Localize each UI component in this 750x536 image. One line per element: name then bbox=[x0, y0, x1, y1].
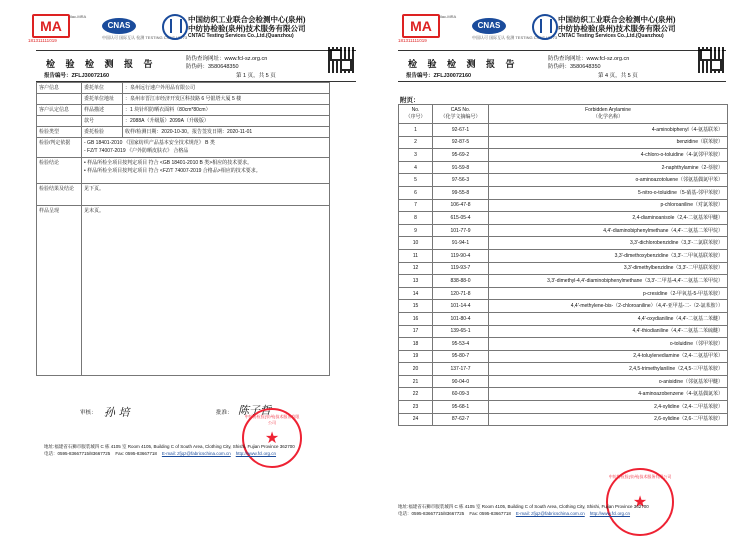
info-sublabel: 委托单位地址 bbox=[82, 94, 123, 105]
footer-address-2: 地址:福建省石狮市服装城四 C 栋 4105 室 Room 4105, Building C of South Area, Clothing City, Shishi, Fujian Province 362700 bbox=[398, 504, 649, 509]
table-row bbox=[399, 262, 728, 275]
lab-name-en: CNTAC Testing Services Co.,Ltd.(Quanzhou) bbox=[188, 33, 294, 39]
cell-cas: 60-09-3 bbox=[433, 388, 489, 401]
report-line bbox=[36, 71, 356, 81]
ilac-logo: ilac-MRA bbox=[70, 14, 87, 19]
page-info-2: 第 4 页，共 5 页 bbox=[598, 73, 638, 79]
page-footer-2 bbox=[398, 503, 649, 517]
cell-name: 4,4'-methylene-bis-（2-chloroaniline）（4,4'-亚甲基-二-（2-氯苯胺）） bbox=[489, 300, 728, 313]
cell-cas: 119-93-7 bbox=[433, 262, 489, 275]
cell-name: 2,4-diaminoanisole（2,4-二氨基苯甲醚） bbox=[489, 212, 728, 225]
cell-cas: 91-59-8 bbox=[433, 161, 489, 174]
table-row bbox=[399, 161, 728, 174]
report-page-1 bbox=[14, 0, 364, 528]
cell-no: 1 bbox=[399, 124, 433, 137]
cell-no: 18 bbox=[399, 338, 433, 351]
cell-name: benzidine（联苯胺） bbox=[489, 136, 728, 149]
verify-site-2[interactable]: 防伪查询网址：www.fcl-sz.org.cn bbox=[548, 56, 630, 62]
table-row bbox=[399, 338, 728, 351]
info-label bbox=[37, 94, 82, 105]
cell-name: 4-aminoazobenzene（4-氨基偶氮苯） bbox=[489, 388, 728, 401]
cell-cas: 101-77-9 bbox=[433, 224, 489, 237]
table-row bbox=[399, 174, 728, 187]
cell-no: 16 bbox=[399, 312, 433, 325]
cell-cas: 97-56-3 bbox=[433, 174, 489, 187]
cell-cas: 119-90-4 bbox=[433, 249, 489, 262]
info-value: ：2088A（升级版）2099A（升级版） bbox=[123, 116, 330, 127]
cell-name: 5-nitro-o-toluidine（5-硝基-邻甲苯胺） bbox=[489, 186, 728, 199]
cell-cas: 120-71-8 bbox=[433, 287, 489, 300]
cell-name: 2,4-xylidine（2,4-二甲基苯胺） bbox=[489, 401, 728, 414]
cell-name: 3,3'-dimethoxybenzidine（3,3'-二甲氧基联苯胺） bbox=[489, 249, 728, 262]
table-row bbox=[399, 388, 728, 401]
info-row bbox=[37, 158, 330, 184]
cell-no: 24 bbox=[399, 413, 433, 426]
info-sublabel: 款号 bbox=[82, 116, 123, 127]
info-label: 检验结论 bbox=[37, 158, 82, 184]
cnas-subtitle: 中国认可 国际互认 检测 TESTING CNAS L5773 bbox=[102, 35, 188, 40]
report-title-2: 检 验 检 测 报 告 bbox=[408, 59, 519, 69]
info-label: 检验类型 bbox=[37, 127, 82, 138]
qr-code-icon bbox=[328, 47, 354, 73]
ma-number: 181311111019 bbox=[28, 38, 57, 43]
info-row bbox=[37, 105, 330, 116]
cell-name: 4,4'-oxydianiline（4,4'-二氨基二苯醚） bbox=[489, 312, 728, 325]
footer-email-2[interactable]: E-mail: zfjqz@fabricschina.com.cn bbox=[515, 511, 585, 516]
cell-name: 4,4'-thiodianiline（4,4'-二氨基二苯硫醚） bbox=[489, 325, 728, 338]
ma-number-2: 181311111019 bbox=[398, 38, 427, 43]
info-row bbox=[37, 138, 330, 158]
report-number: 报告编号：ZFLJ30072160 bbox=[44, 73, 110, 79]
report-page-4 bbox=[384, 0, 734, 528]
cell-name: 2,6-xylidine（2,6-二甲基苯胺） bbox=[489, 413, 728, 426]
verify-code: 防伪码：3580648350 bbox=[186, 64, 239, 70]
cell-no: 8 bbox=[399, 212, 433, 225]
cell-name: 4-aminobiphenyl（4-氨基联苯） bbox=[489, 124, 728, 137]
ilac-logo-2: ilac-MRA bbox=[440, 14, 457, 19]
cell-name: p-chloroaniline（对氯苯胺） bbox=[489, 199, 728, 212]
cnas-logo-2: CNAS bbox=[472, 18, 506, 34]
cell-no: 7 bbox=[399, 199, 433, 212]
cell-name: 4-chloro-o-toluidine（4-氯邻甲苯胺） bbox=[489, 149, 728, 162]
table-row bbox=[399, 363, 728, 376]
info-value: 见下页。 bbox=[82, 184, 330, 206]
cell-no: 6 bbox=[399, 186, 433, 199]
cell-cas: 95-53-4 bbox=[433, 338, 489, 351]
cell-cas: 92-87-5 bbox=[433, 136, 489, 149]
page-info: 第 1 页，共 5 页 bbox=[236, 73, 276, 79]
info-row bbox=[37, 83, 330, 94]
cell-no: 9 bbox=[399, 224, 433, 237]
table-row bbox=[399, 350, 728, 363]
verify-site[interactable]: 防伪查询网址：www.fcl-sz.org.cn bbox=[186, 56, 268, 62]
cell-cas: 615-05-4 bbox=[433, 212, 489, 225]
cell-name: o-toluidine（邻甲苯胺） bbox=[489, 338, 728, 351]
cell-cas: 87-62-7 bbox=[433, 413, 489, 426]
verify-code-2: 防伪码：3580648350 bbox=[548, 64, 601, 70]
cell-cas: 95-68-1 bbox=[433, 401, 489, 414]
page-footer bbox=[44, 443, 295, 457]
info-value: ：1 块针织防晒衣面料（80cm*80cm） bbox=[123, 105, 330, 116]
cell-no: 15 bbox=[399, 300, 433, 313]
info-label: 检验/判定依据 bbox=[37, 138, 82, 158]
report-line-2 bbox=[398, 71, 726, 81]
footer-address: 地址:福建省石狮市服装城四 C 栋 4105 室 Room 4105, Building C of South Area, Clothing City, Shishi, Fujian Province 362700 bbox=[44, 444, 295, 449]
cell-name: 3,3'-dichlorobenzidine（3,3'-二氯联苯胺） bbox=[489, 237, 728, 250]
cnas-subtitle-2: 中国认可 国际互认 检测 TESTING CNAS L5773 bbox=[472, 35, 558, 40]
report-number-2: 报告编号：ZFLJ30072160 bbox=[406, 73, 472, 79]
footer-tel-2: 电话：0595-83667715/83667725 bbox=[398, 511, 465, 516]
cell-cas: 101-14-4 bbox=[433, 300, 489, 313]
cell-no: 20 bbox=[399, 363, 433, 376]
cell-name: 2,4,5-trimethylaniline（2,4,5-三甲基苯胺） bbox=[489, 363, 728, 376]
col-header-name: Forbidden Arylamine （化学名称） bbox=[489, 105, 728, 124]
company-seal-icon-2 bbox=[606, 468, 674, 536]
table-row bbox=[399, 275, 728, 288]
table-row bbox=[399, 249, 728, 262]
lab-name-en-p2: CNTAC Testing Services Co.,Ltd.(Quanzhou) bbox=[558, 33, 664, 39]
table-row bbox=[399, 136, 728, 149]
table-row bbox=[399, 300, 728, 313]
cell-no: 13 bbox=[399, 275, 433, 288]
table-row bbox=[399, 237, 728, 250]
cell-no: 21 bbox=[399, 375, 433, 388]
lab-name-cn-2: 中纺协检验(泉州)技术服务有限公司 bbox=[188, 24, 306, 33]
report-title: 检 验 检 测 报 告 bbox=[46, 59, 157, 69]
page-header bbox=[14, 6, 364, 46]
info-row bbox=[37, 94, 330, 105]
cell-cas: 91-94-1 bbox=[433, 237, 489, 250]
table-row bbox=[399, 149, 728, 162]
cell-no: 19 bbox=[399, 350, 433, 363]
table-row bbox=[399, 325, 728, 338]
seal-star-icon-2: ★ bbox=[632, 494, 648, 511]
info-label: 客户认定信息 bbox=[37, 105, 82, 116]
reviewer-label: 审核： bbox=[80, 410, 97, 416]
cell-cas: 101-80-4 bbox=[433, 312, 489, 325]
signature-area bbox=[36, 406, 364, 430]
cell-no: 17 bbox=[399, 325, 433, 338]
cell-name: 2,4-toluylenediamine（2,4-二氨基甲苯） bbox=[489, 350, 728, 363]
cell-cas: 99-55-8 bbox=[433, 186, 489, 199]
cell-no: 22 bbox=[399, 388, 433, 401]
cell-no: 12 bbox=[399, 262, 433, 275]
seal-text: 中纺协检验(泉州)技术服务有限公司 bbox=[244, 414, 300, 425]
cell-no: 3 bbox=[399, 149, 433, 162]
lab-logo-icon-2 bbox=[532, 14, 558, 40]
cell-no: 23 bbox=[399, 401, 433, 414]
cell-no: 11 bbox=[399, 249, 433, 262]
footer-fax: Fax: 0595-83667718 bbox=[115, 451, 157, 456]
table-row bbox=[399, 375, 728, 388]
info-label: 样品呈现 bbox=[37, 206, 82, 376]
cell-name: 3,3'-dimethylbenzidine（3,3'-二甲基联苯胺） bbox=[489, 262, 728, 275]
lab-name-cn-p2: 中国纺织工业联合会检测中心(泉州) bbox=[558, 15, 676, 24]
info-sublabel: 委托单位 bbox=[82, 83, 123, 94]
cell-cas: 92-67-1 bbox=[433, 124, 489, 137]
info-label bbox=[37, 116, 82, 127]
qr-code-icon-2 bbox=[698, 47, 724, 73]
cell-cas: 838-88-0 bbox=[433, 275, 489, 288]
verify-info bbox=[186, 55, 267, 71]
seal-star-icon: ★ bbox=[264, 430, 280, 447]
table-row bbox=[399, 186, 728, 199]
info-sublabel: 委托检验 bbox=[82, 127, 123, 138]
company-seal-icon bbox=[242, 408, 302, 468]
page-header-2 bbox=[384, 6, 734, 46]
reviewer-signature: 孙 培 bbox=[104, 406, 130, 419]
cell-cas: 90-04-0 bbox=[433, 375, 489, 388]
table-header-row bbox=[399, 105, 728, 124]
col-header-cas: CAS No. （化学文摘编号） bbox=[433, 105, 489, 124]
table-row bbox=[399, 212, 728, 225]
info-row bbox=[37, 184, 330, 206]
attachment-label: 附页： bbox=[400, 97, 420, 104]
ma-logo: MA bbox=[32, 14, 70, 38]
cell-cas: 95-69-2 bbox=[433, 149, 489, 162]
cell-no: 14 bbox=[399, 287, 433, 300]
cell-cas: 106-47-8 bbox=[433, 199, 489, 212]
table-row bbox=[399, 199, 728, 212]
footer-tel: 电话：0595-83667715/83667725 bbox=[44, 451, 111, 456]
cell-name: o-anisidine（邻氨基苯甲醚） bbox=[489, 375, 728, 388]
col-header-no: No. （序号） bbox=[399, 105, 433, 124]
cell-name: o-aminoazotoluene（邻氨基偶氮甲苯） bbox=[489, 174, 728, 187]
approver-signature: 陈子哲 bbox=[238, 404, 271, 417]
seal-text-2: 中纺协检验(泉州)技术服务有限公司 bbox=[608, 474, 672, 479]
info-row bbox=[37, 127, 330, 138]
table-row bbox=[399, 124, 728, 137]
lab-logo-icon bbox=[162, 14, 188, 40]
lab-name-cn-2-p2: 中纺协检验(泉州)技术服务有限公司 bbox=[558, 24, 676, 33]
info-sublabel: 样品描述 bbox=[82, 105, 123, 116]
table-row bbox=[399, 224, 728, 237]
cell-no: 10 bbox=[399, 237, 433, 250]
cnas-logo: CNAS bbox=[102, 18, 136, 34]
footer-web[interactable]: http://www.fcl.org.cn bbox=[235, 451, 277, 456]
footer-web-2[interactable]: http://www.fcl.org.cn bbox=[589, 511, 631, 516]
cell-no: 5 bbox=[399, 174, 433, 187]
cell-no: 4 bbox=[399, 161, 433, 174]
cell-no: 2 bbox=[399, 136, 433, 149]
info-label: 客户信息 bbox=[37, 83, 82, 94]
lab-name-cn: 中国纺织工业联合会检测中心(泉州) bbox=[188, 15, 306, 24]
info-value: ：泉州市晋江市经济开发区科技路 6 号银塔大厦 5 楼 bbox=[123, 94, 330, 105]
report-info-table bbox=[36, 82, 330, 376]
ma-logo-2: MA bbox=[402, 14, 440, 38]
table-row bbox=[399, 287, 728, 300]
info-value: ：泉州远行速户外用品有限公司 bbox=[123, 83, 330, 94]
cell-cas: 137-17-7 bbox=[433, 363, 489, 376]
cell-name: 2-naphthylamine（2-萘胺） bbox=[489, 161, 728, 174]
info-value: • 样品所检全项目按判定项目 符合 <GB 18401-2010 B 类>相应的技术要求。 • 样品所检全项目按判定项目 符合 <FZ/T 74007-2019 合格品>相应的技术要求。 bbox=[82, 158, 330, 184]
info-row bbox=[37, 116, 330, 127]
verify-info-2 bbox=[548, 55, 629, 71]
cell-cas: 95-80-7 bbox=[433, 350, 489, 363]
cell-name: 4,4'-diaminobiphenylmethane（4,4'-二氨基二苯甲烷） bbox=[489, 224, 728, 237]
info-row bbox=[37, 206, 330, 376]
table-row bbox=[399, 401, 728, 414]
footer-email[interactable]: E-mail: zfjqz@fabricschina.com.cn bbox=[161, 451, 231, 456]
cell-name: p-cresidine（2-甲氧基-5-甲基苯胺） bbox=[489, 287, 728, 300]
table-row bbox=[399, 312, 728, 325]
cell-cas: 139-65-1 bbox=[433, 325, 489, 338]
footer-fax-2: Fax: 0595-83667718 bbox=[469, 511, 511, 516]
info-value: 见末页。 bbox=[82, 206, 330, 376]
info-value: 收样/检测日期：2020-10-30。报告签发日期：2020-11-01 bbox=[123, 127, 330, 138]
info-value: - GB 18401-2010 《国家纺织产品基本安全技术规范》 B 类 - FZ/T 74007-2019 《户外防晒皮肤衣》 合格品 bbox=[82, 138, 330, 158]
approver-label: 批准： bbox=[216, 410, 233, 416]
info-label: 检验结果及结论 bbox=[37, 184, 82, 206]
forbidden-arylamine-table bbox=[398, 104, 728, 426]
table-row bbox=[399, 413, 728, 426]
cell-name: 3,3'-dimethyl-4,4'-diaminobiphenylmethane（3,3'-二甲基-4,4'-二氨基二苯甲烷） bbox=[489, 275, 728, 288]
